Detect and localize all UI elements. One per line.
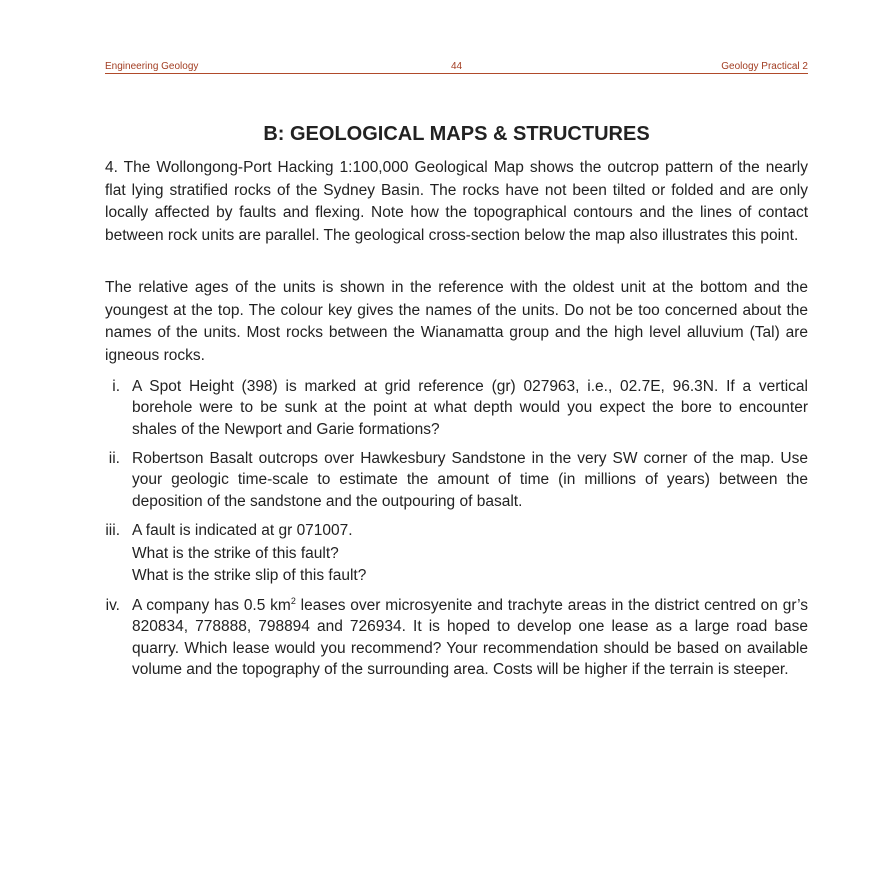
question-text: Robertson Basalt outcrops over Hawkesbury Sandstone in the very SW corner of the map. Use your geologic time-scale to estimate the amount of time (in millions of years) between the deposition of the sandstone and the outpouring of basalt. — [132, 450, 808, 510]
question-line: A fault is indicated at gr 071007. — [132, 522, 353, 539]
question-item-iv — [97, 595, 808, 680]
header-page-number: 44 — [450, 61, 463, 72]
intro-paragraph: 4. The Wollongong-Port Hacking 1:100,000 Geological Map shows the outcrop pattern of the nearly flat lying stratified rocks of the Sydney Basin. The rocks have not been tilted or folded and are only locally affected by faults and flexing. Note how the topographical contours and the lines of contact between rock units are parallel. The geological cross-section below the map also illustrates this point. — [105, 159, 808, 244]
question-number: i. — [112, 378, 120, 395]
question-text-start: A company has 0.5 km — [132, 597, 291, 614]
superscript-two: 2 — [290, 595, 296, 606]
question-item-ii — [97, 448, 808, 512]
question-item-i — [97, 376, 808, 440]
question-line: What is the strike of this fault? — [132, 544, 339, 562]
question-text: A Spot Height (398) is marked at grid reference (gr) 027963, i.e., 02.7E, 96.3N. If a vertical borehole were to be sunk at the point at what depth would you expect the bore to encounter shales of the Newport and Garie formations? — [132, 378, 808, 438]
running-header — [105, 60, 808, 74]
question-line: What is the strike slip of this fault? — [132, 567, 367, 584]
relative-ages-paragraph: The relative ages of the units is shown in the reference with the oldest unit at the bottom and the youngest at the top. The colour key gives the names of the units. Do not be too concerned about the names of the units. Most rocks between the Wianamatta group and the high level alluvium (Tal) are igneous rocks. — [105, 279, 808, 364]
question-item-iii — [97, 520, 808, 588]
header-practical-title: Geology Practical 2 — [721, 61, 808, 72]
question-number: ii. — [108, 450, 120, 467]
question-text-rest: leases over microsyenite and trachyte areas in the district centred on gr’s 820834, 778888, 798894 and 726934. It is hoped to develop one lease as a large road base quarry. Which lease would you recommend? Your recommendation should be based on available volume and the topography of the surrounding area. Costs will be higher if the terrain is steeper. — [132, 597, 808, 678]
question-text — [132, 595, 808, 680]
question-number: iii. — [105, 522, 120, 539]
header-course-title: Engineering Geology — [105, 61, 199, 72]
section-title: B: GEOLOGICAL MAPS & STRUCTURES — [263, 123, 650, 145]
question-text — [132, 520, 808, 588]
question-number: iv. — [105, 597, 120, 614]
